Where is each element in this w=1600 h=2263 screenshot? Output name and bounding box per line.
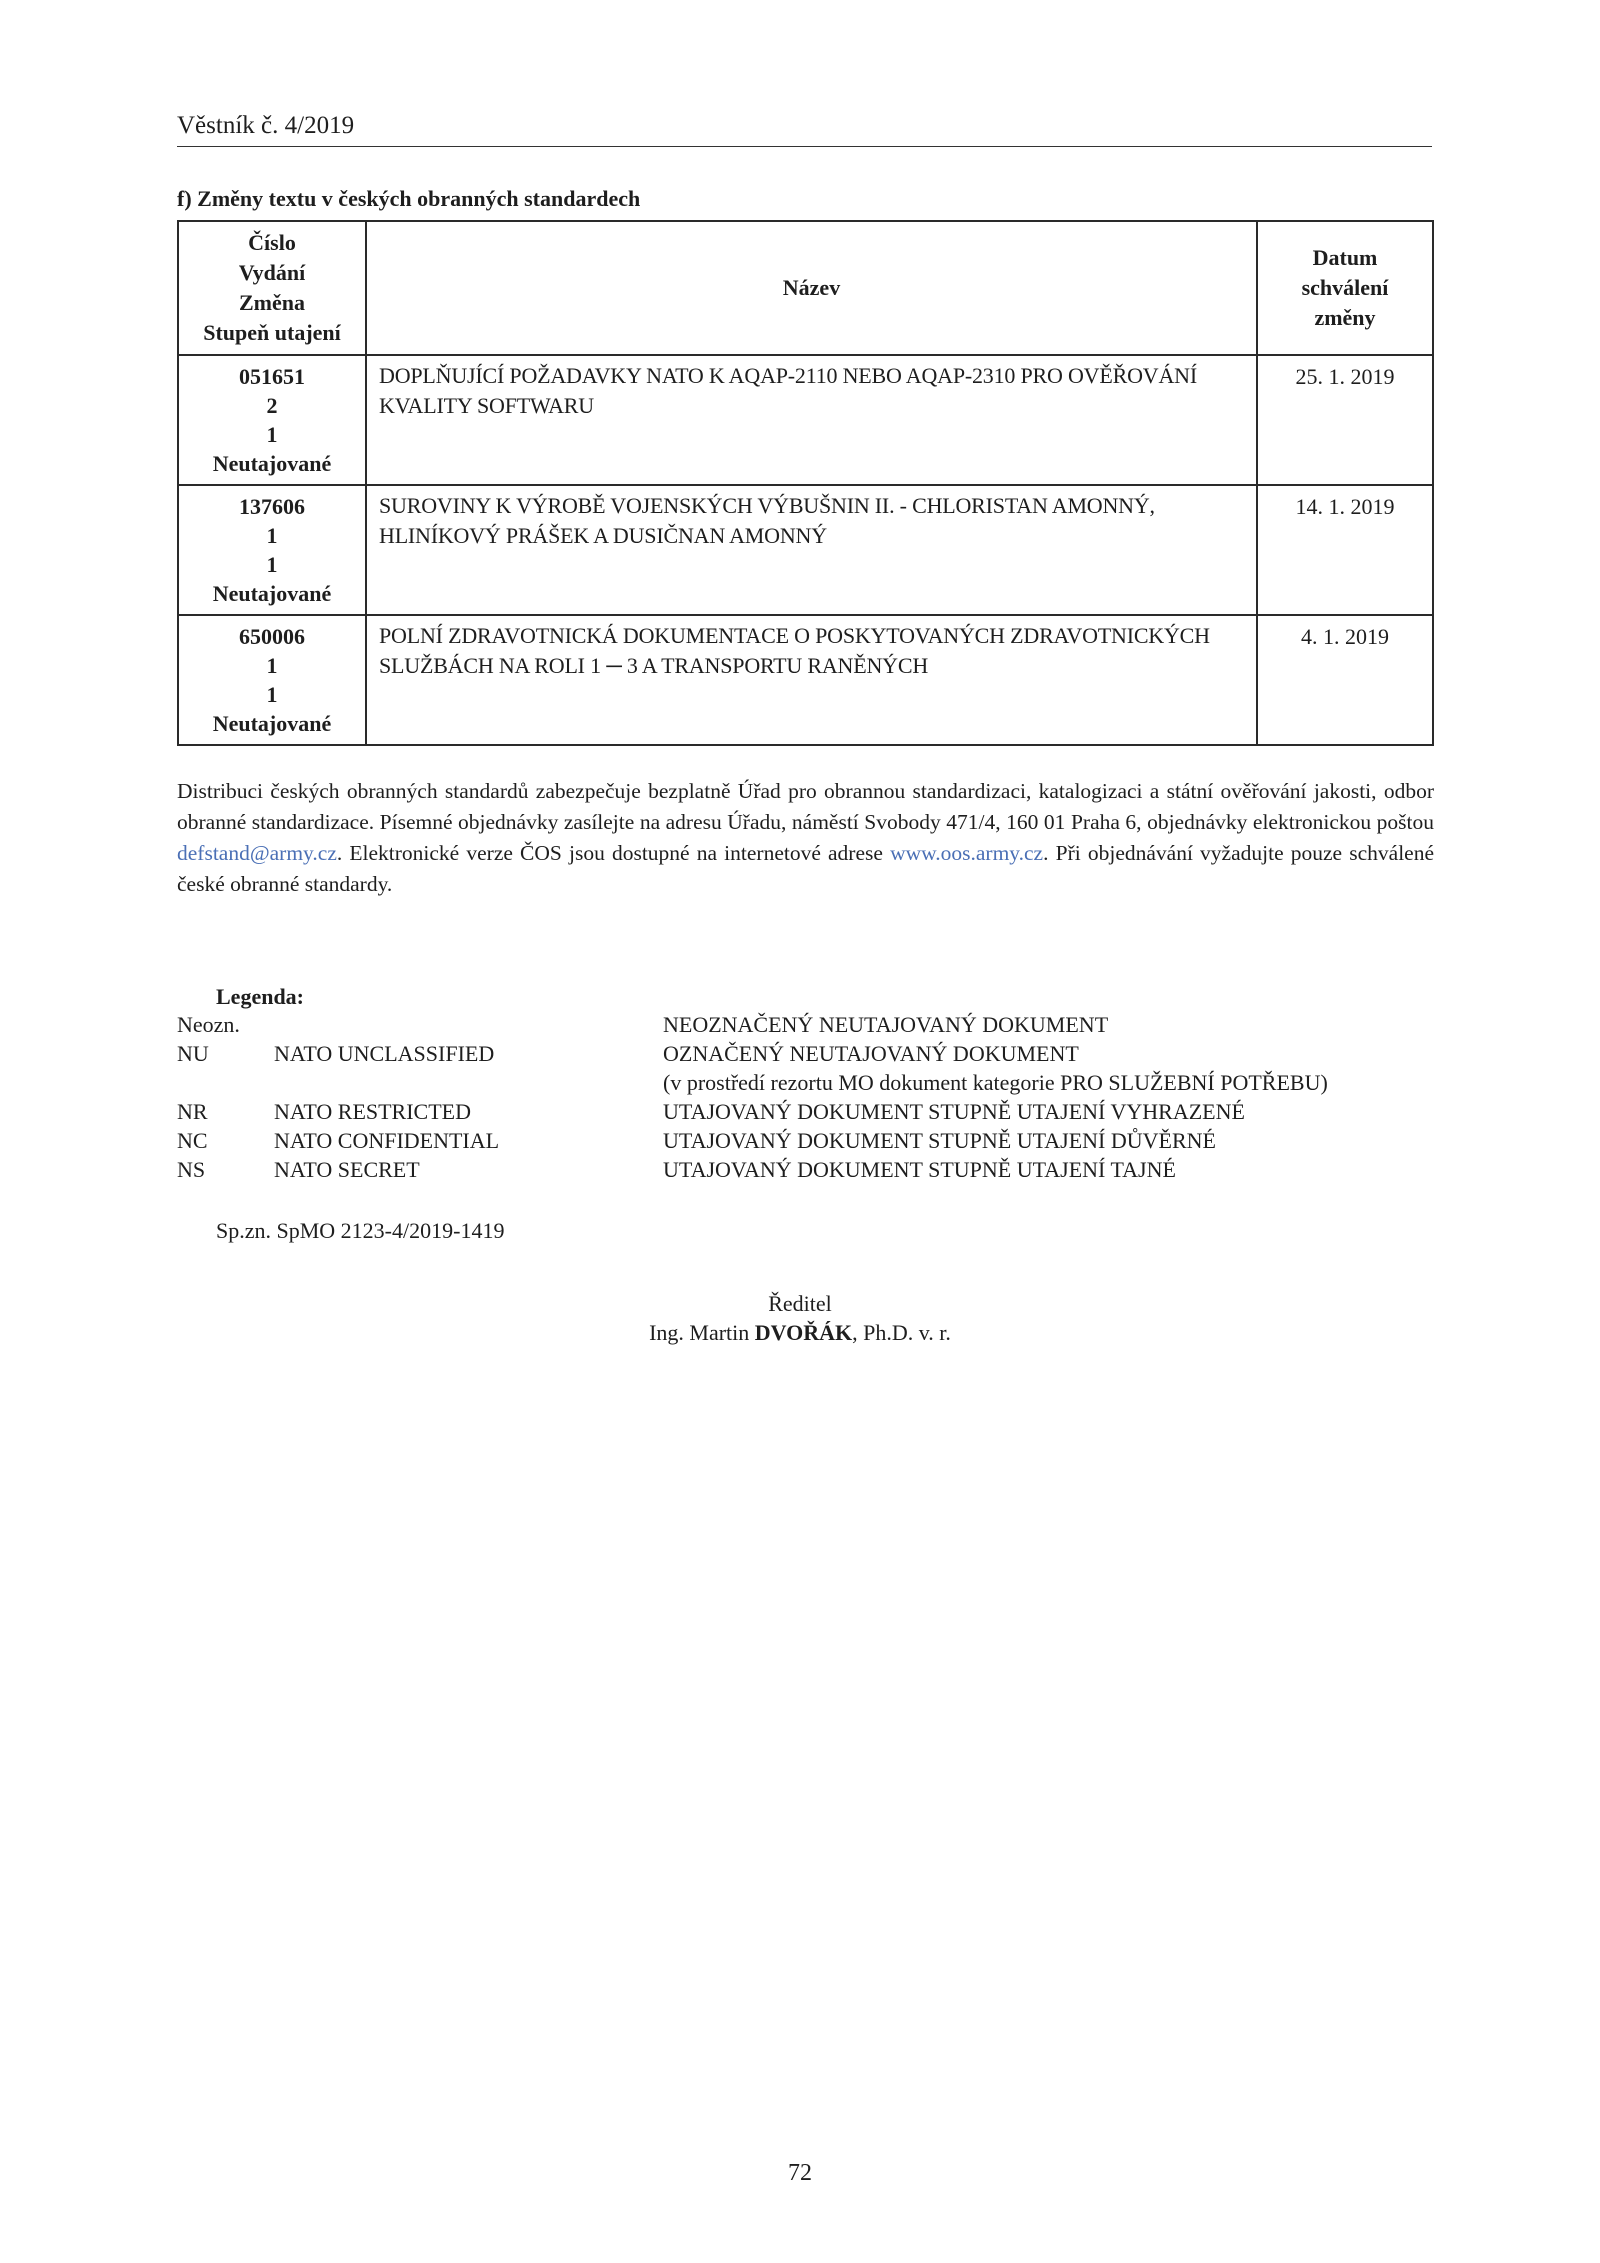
header-date-line: změny	[1314, 305, 1376, 330]
standard-change: 1	[266, 422, 278, 447]
table-row	[178, 615, 1433, 745]
page-number: 72	[788, 2160, 812, 2186]
standard-id-cell	[178, 485, 366, 615]
signatory-suffix: , Ph.D. v. r.	[852, 1320, 951, 1345]
legend-description: UTAJOVANÝ DOKUMENT STUPNĚ UTAJENÍ DŮVĚRNÉ	[663, 1128, 1216, 1153]
header-id-column	[178, 221, 366, 355]
legend-code: Neozn.	[177, 1012, 240, 1037]
header-date-line: schválení	[1301, 275, 1389, 300]
header-id-line: Vydání	[238, 260, 306, 285]
publication-header: Věstník č. 4/2019	[177, 112, 355, 139]
standard-number: 137606	[239, 494, 305, 519]
file-reference: Sp.zn. SpMO 2123-4/2019-1419	[216, 1218, 505, 1243]
distribution-text: Distribuci českých obranných standardů zabezpečuje bezplatně Úřad pro obrannou standardizaci, katalogizaci a státní ověřování jakosti, odbor obranné standardizace. Písemné objednávky zasílejte na adresu Úřadu, náměstí Svobody 471/4, 160 01 Praha 6, objednávky elektronickou poštou	[177, 779, 1434, 834]
table-row	[178, 355, 1433, 485]
header-date-column	[1257, 221, 1433, 355]
legend-nato-label: NATO SECRET	[274, 1157, 420, 1182]
standard-edition: 1	[266, 653, 278, 678]
signatory-role: Ředitel	[768, 1291, 832, 1316]
header-divider	[177, 146, 1432, 147]
standard-name: SUROVINY K VÝROBĚ VOJENSKÝCH VÝBUŠNIN II. - CHLORISTAN AMONNÝ, HLINÍKOVÝ PRÁŠEK A DUSIČNAN AMONNÝ	[366, 485, 1257, 615]
standard-name: POLNÍ ZDRAVOTNICKÁ DOKUMENTACE O POSKYTOVANÝCH ZDRAVOTNICKÝCH SLUŽBÁCH NA ROLI 1 ─ 3 A TRANSPORTU RANĚNÝCH	[366, 615, 1257, 745]
legend-code: NR	[177, 1099, 208, 1124]
website-link[interactable]: www.oos.army.cz	[890, 841, 1044, 865]
section-title: f) Změny textu v českých obranných standardech	[177, 186, 641, 211]
standard-edition: 2	[266, 393, 278, 418]
legend-description: (v prostředí rezortu MO dokument kategorie PRO SLUŽEBNÍ POTŘEBU)	[663, 1070, 1328, 1095]
header-id-line: Stupeň utajení	[203, 320, 341, 345]
distribution-text: . Při objednávání vyžadujte pouze schválené české obranné standardy.	[177, 841, 1434, 896]
signatory-prefix: Ing. Martin	[649, 1320, 755, 1345]
standard-change: 1	[266, 682, 278, 707]
legend-nato-label: NATO CONFIDENTIAL	[274, 1128, 500, 1153]
standard-number: 650006	[239, 624, 305, 649]
approval-date: 14. 1. 2019	[1257, 485, 1433, 615]
approval-date: 4. 1. 2019	[1257, 615, 1433, 745]
standards-table	[177, 220, 1434, 746]
signatory-surname: DVOŘÁK	[754, 1320, 853, 1345]
standard-id-cell	[178, 355, 366, 485]
standard-classification: Neutajované	[212, 711, 332, 736]
legend-description: UTAJOVANÝ DOKUMENT STUPNĚ UTAJENÍ TAJNÉ	[663, 1157, 1176, 1182]
table-row	[178, 485, 1433, 615]
legend-code: NC	[177, 1128, 208, 1153]
legend-title: Legenda:	[216, 984, 304, 1009]
legend-description: NEOZNAČENÝ NEUTAJOVANÝ DOKUMENT	[663, 1012, 1109, 1037]
legend-code: NU	[177, 1041, 209, 1066]
legend-description: OZNAČENÝ NEUTAJOVANÝ DOKUMENT	[663, 1041, 1079, 1066]
email-link[interactable]: defstand@army.cz	[177, 841, 337, 865]
standard-edition: 1	[266, 523, 278, 548]
standard-classification: Neutajované	[212, 581, 332, 606]
legend-nato-label: NATO UNCLASSIFIED	[274, 1041, 495, 1066]
header-name-column: Název	[366, 221, 1257, 355]
signatory-name	[0, 1320, 1600, 1346]
distribution-paragraph	[177, 776, 1434, 900]
header-id-line: Číslo	[248, 230, 296, 255]
table-header-row	[178, 221, 1433, 355]
standard-name: DOPLŇUJÍCÍ POŽADAVKY NATO K AQAP-2110 NEBO AQAP-2310 PRO OVĚŘOVÁNÍ KVALITY SOFTWARU	[366, 355, 1257, 485]
legend-nato-label: NATO RESTRICTED	[274, 1099, 471, 1124]
header-date-line: Datum	[1312, 245, 1378, 270]
standard-classification: Neutajované	[212, 451, 332, 476]
legend-code: NS	[177, 1157, 206, 1182]
standard-change: 1	[266, 552, 278, 577]
standard-number: 051651	[239, 364, 305, 389]
approval-date: 25. 1. 2019	[1257, 355, 1433, 485]
standard-id-cell	[178, 615, 366, 745]
legend-description: UTAJOVANÝ DOKUMENT STUPNĚ UTAJENÍ VYHRAZENÉ	[663, 1099, 1245, 1124]
distribution-text: . Elektronické verze ČOS jsou dostupné na internetové adrese	[336, 841, 891, 865]
header-id-line: Změna	[239, 290, 305, 315]
